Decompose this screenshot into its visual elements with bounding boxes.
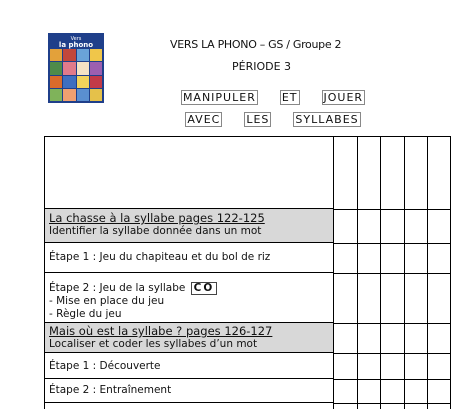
section-title: La chasse à la syllabe pages 122-125 bbox=[49, 211, 265, 225]
step-bullet: - Règle du jeu bbox=[49, 308, 122, 320]
step-bullet: - Mise en place du jeu bbox=[49, 295, 165, 307]
period-label: PÉRIODE 3 bbox=[232, 60, 292, 73]
row-line bbox=[333, 137, 451, 210]
table-row bbox=[45, 353, 333, 379]
row-line bbox=[333, 353, 451, 380]
section-header-row bbox=[45, 323, 333, 353]
section-subtitle: Localiser et coder les syllabes d’un mot bbox=[49, 338, 258, 350]
row-line bbox=[333, 379, 451, 404]
step-label: Étape 1 : Découverte bbox=[49, 360, 161, 372]
table-header-row bbox=[45, 137, 333, 209]
cover-title: Vers la phono bbox=[58, 36, 94, 49]
title-word: ET bbox=[281, 91, 298, 104]
title-word: JOUER bbox=[323, 91, 364, 104]
row-line bbox=[333, 243, 451, 274]
table-row bbox=[45, 273, 333, 323]
syllable-box: CO bbox=[191, 282, 218, 295]
section-header-row bbox=[45, 209, 333, 243]
progress-table bbox=[44, 136, 451, 409]
row-line bbox=[333, 273, 451, 324]
section-subtitle: Identifier la syllabe donnée dans un mot bbox=[49, 225, 262, 237]
row-line bbox=[333, 209, 451, 244]
title-word: SYLLABES bbox=[295, 113, 359, 126]
section-title: Mais où est la syllabe ? pages 126-127 bbox=[49, 324, 273, 338]
title-word: AVEC bbox=[187, 113, 221, 126]
title-line-2 bbox=[0, 108, 474, 127]
table-row bbox=[45, 243, 333, 273]
title-line-1 bbox=[0, 86, 474, 105]
document-header-line1: VERS LA PHONO – GS / Groupe 2 bbox=[170, 38, 342, 51]
title-word: MANIPULER bbox=[182, 91, 256, 104]
row-line bbox=[333, 323, 451, 354]
step-label: Étape 2 : Entraînement bbox=[49, 384, 172, 396]
table-row bbox=[45, 379, 333, 403]
step-label: Étape 2 : Jeu de la syllabe bbox=[49, 282, 186, 294]
title-word: LES bbox=[246, 113, 270, 126]
step-label: Étape 1 : Jeu du chapiteau et du bol de riz bbox=[49, 251, 271, 263]
